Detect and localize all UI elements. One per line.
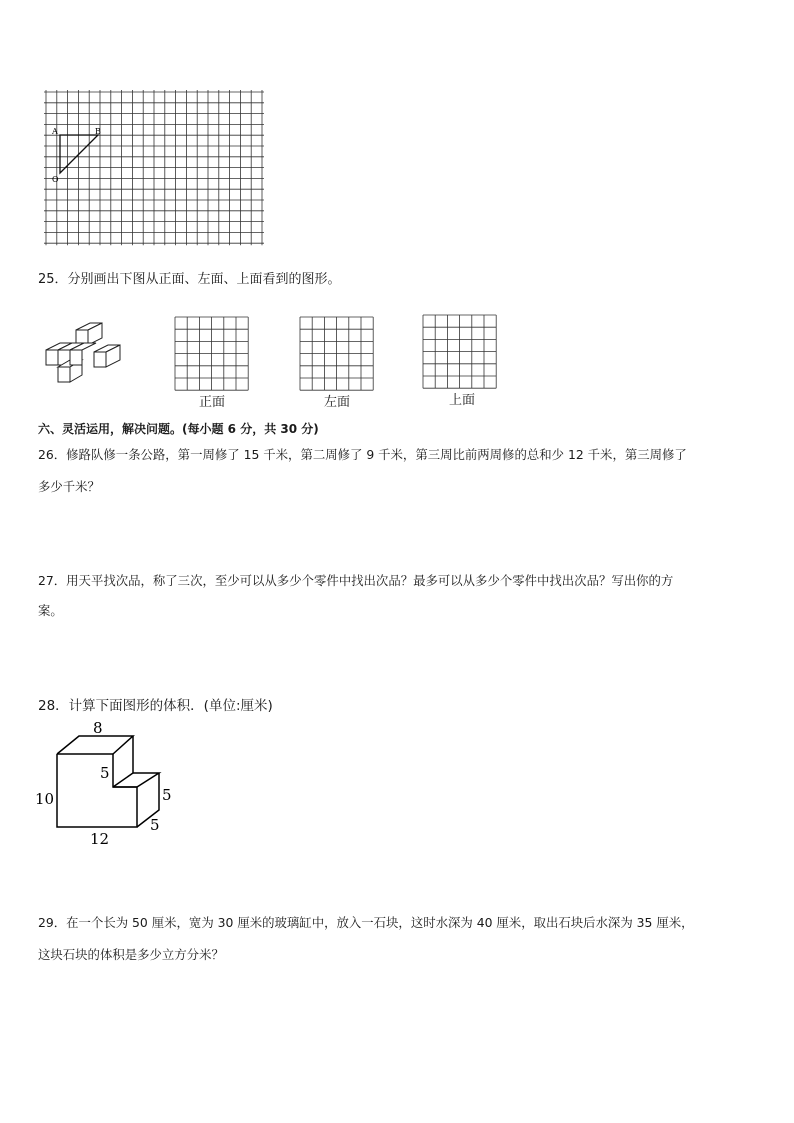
question-27-line-1: 27．用天平找次品，称了三次，至少可以从多少个零件中找出次品？最多可以从多少个零件中找出次品？写出你的方 xyxy=(38,573,674,588)
dim-height-label: 10 xyxy=(35,790,55,808)
left-view-grid xyxy=(297,314,377,394)
dim-depth-label: 5 xyxy=(150,816,160,834)
front-view-grid xyxy=(172,314,252,394)
grid-figure xyxy=(40,88,272,248)
question-29-line-2: 这块石块的体积是多少立方分米？ xyxy=(38,947,224,962)
question-29-line-1: 29．在一个长为 50 厘米，宽为 30 厘米的玻璃缸中，放入一石块，这时水深为 40 厘米，取出石块后水深为 35 厘米， xyxy=(38,915,694,930)
dim-top-label: 8 xyxy=(93,719,103,737)
dim-right-height-label: 5 xyxy=(162,786,172,804)
point-o-label: O xyxy=(52,175,59,184)
top-view-grid xyxy=(420,312,500,392)
l-shaped-prism-figure xyxy=(30,716,190,850)
top-view-label: 上面 xyxy=(449,393,476,408)
question-26-line-1: 26．修路队修一条公路，第一周修了 15 千米，第二周修了 9 千米，第三周比前两周修的总和少 12 千米，第三周修了 xyxy=(38,447,687,462)
question-25-text: 25．分别画出下图从正面、左面、上面看到的图形。 xyxy=(38,272,341,287)
left-view-label: 左面 xyxy=(324,395,351,410)
question-28-text: 28．计算下面图形的体积．(单位:厘米) xyxy=(38,698,273,714)
front-view-label: 正面 xyxy=(199,395,226,410)
question-26-line-2: 多少千米？ xyxy=(38,479,100,494)
section-6-title: 六、灵活运用，解决问题。(每小题 6 分，共 30 分) xyxy=(38,422,319,436)
dim-bottom-label: 12 xyxy=(90,830,110,848)
cube-stack-figure xyxy=(42,318,126,384)
point-a-label: A xyxy=(52,127,58,136)
dim-inner-height-label: 5 xyxy=(100,764,110,782)
question-27-line-2: 案。 xyxy=(38,603,63,618)
point-b-label: B xyxy=(95,127,101,136)
